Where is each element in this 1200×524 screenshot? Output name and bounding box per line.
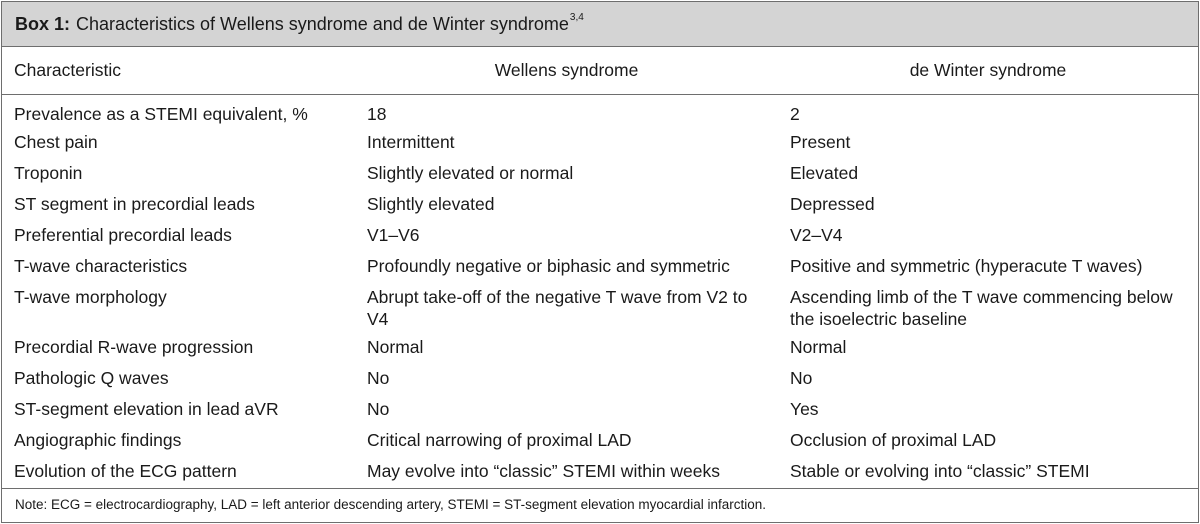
cell-wellens: Abrupt take-off of the negative T wave from V2 to V4: [367, 286, 748, 329]
table-footnote: Note: ECG = electrocardiography, LAD = left anterior descending artery, STEMI = ST-segment elevation myocardial infarction.: [2, 488, 1198, 521]
cell-characteristic: T-wave morphology: [14, 286, 167, 307]
cell-characteristic: Precordial R-wave progression: [14, 336, 254, 357]
cell-wellens: Slightly elevated: [367, 193, 495, 214]
box-1: [1, 1, 1199, 523]
cell-characteristic: Troponin: [14, 162, 83, 183]
cell-wellens: Normal: [367, 336, 424, 357]
cell-characteristic: Preferential precordial leads: [14, 224, 232, 245]
table-row: [2, 281, 1198, 331]
table-row: [2, 157, 1198, 188]
cell-characteristic: Pathologic Q waves: [14, 367, 169, 388]
cell-de-winter: Elevated: [790, 162, 859, 183]
cell-wellens: Profoundly negative or biphasic and symmetric: [367, 255, 730, 276]
cell-wellens: No: [367, 367, 390, 388]
header-wellens: Wellens syndrome: [355, 47, 778, 95]
comparison-table: [2, 47, 1198, 488]
cell-wellens: Critical narrowing of proximal LAD: [367, 429, 632, 450]
box-title-refs: 3,4: [569, 11, 584, 23]
box-label: Box 1:: [15, 13, 71, 34]
cell-characteristic: Prevalence as a STEMI equivalent, %: [14, 104, 308, 124]
table-row: [2, 424, 1198, 455]
cell-wellens: No: [367, 398, 390, 419]
cell-de-winter: Stable or evolving into “classic” STEMI: [790, 460, 1090, 481]
cell-de-winter: Present: [790, 131, 851, 152]
cell-characteristic: Angiographic findings: [14, 429, 182, 450]
table-row: [2, 362, 1198, 393]
cell-de-winter: Positive and symmetric (hyperacute T waves): [790, 255, 1143, 276]
cell-characteristic: Chest pain: [14, 131, 98, 152]
cell-de-winter: 2: [790, 104, 800, 124]
cell-characteristic: T-wave characteristics: [14, 255, 188, 276]
table-row: [2, 331, 1198, 362]
cell-de-winter: V2–V4: [790, 224, 843, 245]
header-de-winter: de Winter syndrome: [778, 47, 1198, 95]
cell-de-winter: Depressed: [790, 193, 875, 214]
cell-wellens: V1–V6: [367, 224, 420, 245]
table-row: [2, 95, 1198, 126]
box-title-bar: [2, 2, 1198, 47]
cell-de-winter: Ascending limb of the T wave commencing below the isoelectric baseline: [790, 286, 1173, 329]
table-row: [2, 455, 1198, 488]
cell-wellens: Intermittent: [367, 131, 455, 152]
cell-characteristic: ST-segment elevation in lead aVR: [14, 398, 279, 419]
cell-characteristic: Evolution of the ECG pattern: [14, 460, 237, 481]
box-title: Characteristics of Wellens syndrome and de Winter syndrome: [76, 13, 569, 34]
table-row: [2, 188, 1198, 219]
cell-wellens: Slightly elevated or normal: [367, 162, 574, 183]
table-row: [2, 250, 1198, 281]
table-row: [2, 219, 1198, 250]
table-row: [2, 393, 1198, 424]
cell-wellens: 18: [367, 104, 387, 124]
header-characteristic: Characteristic: [2, 47, 355, 95]
cell-de-winter: Occlusion of proximal LAD: [790, 429, 997, 450]
cell-wellens: May evolve into “classic” STEMI within weeks: [367, 460, 721, 481]
cell-de-winter: Yes: [790, 398, 819, 419]
cell-characteristic: ST segment in precordial leads: [14, 193, 255, 214]
cell-de-winter: No: [790, 367, 813, 388]
table-row: [2, 126, 1198, 157]
table-header-row: [2, 47, 1198, 95]
cell-de-winter: Normal: [790, 336, 847, 357]
